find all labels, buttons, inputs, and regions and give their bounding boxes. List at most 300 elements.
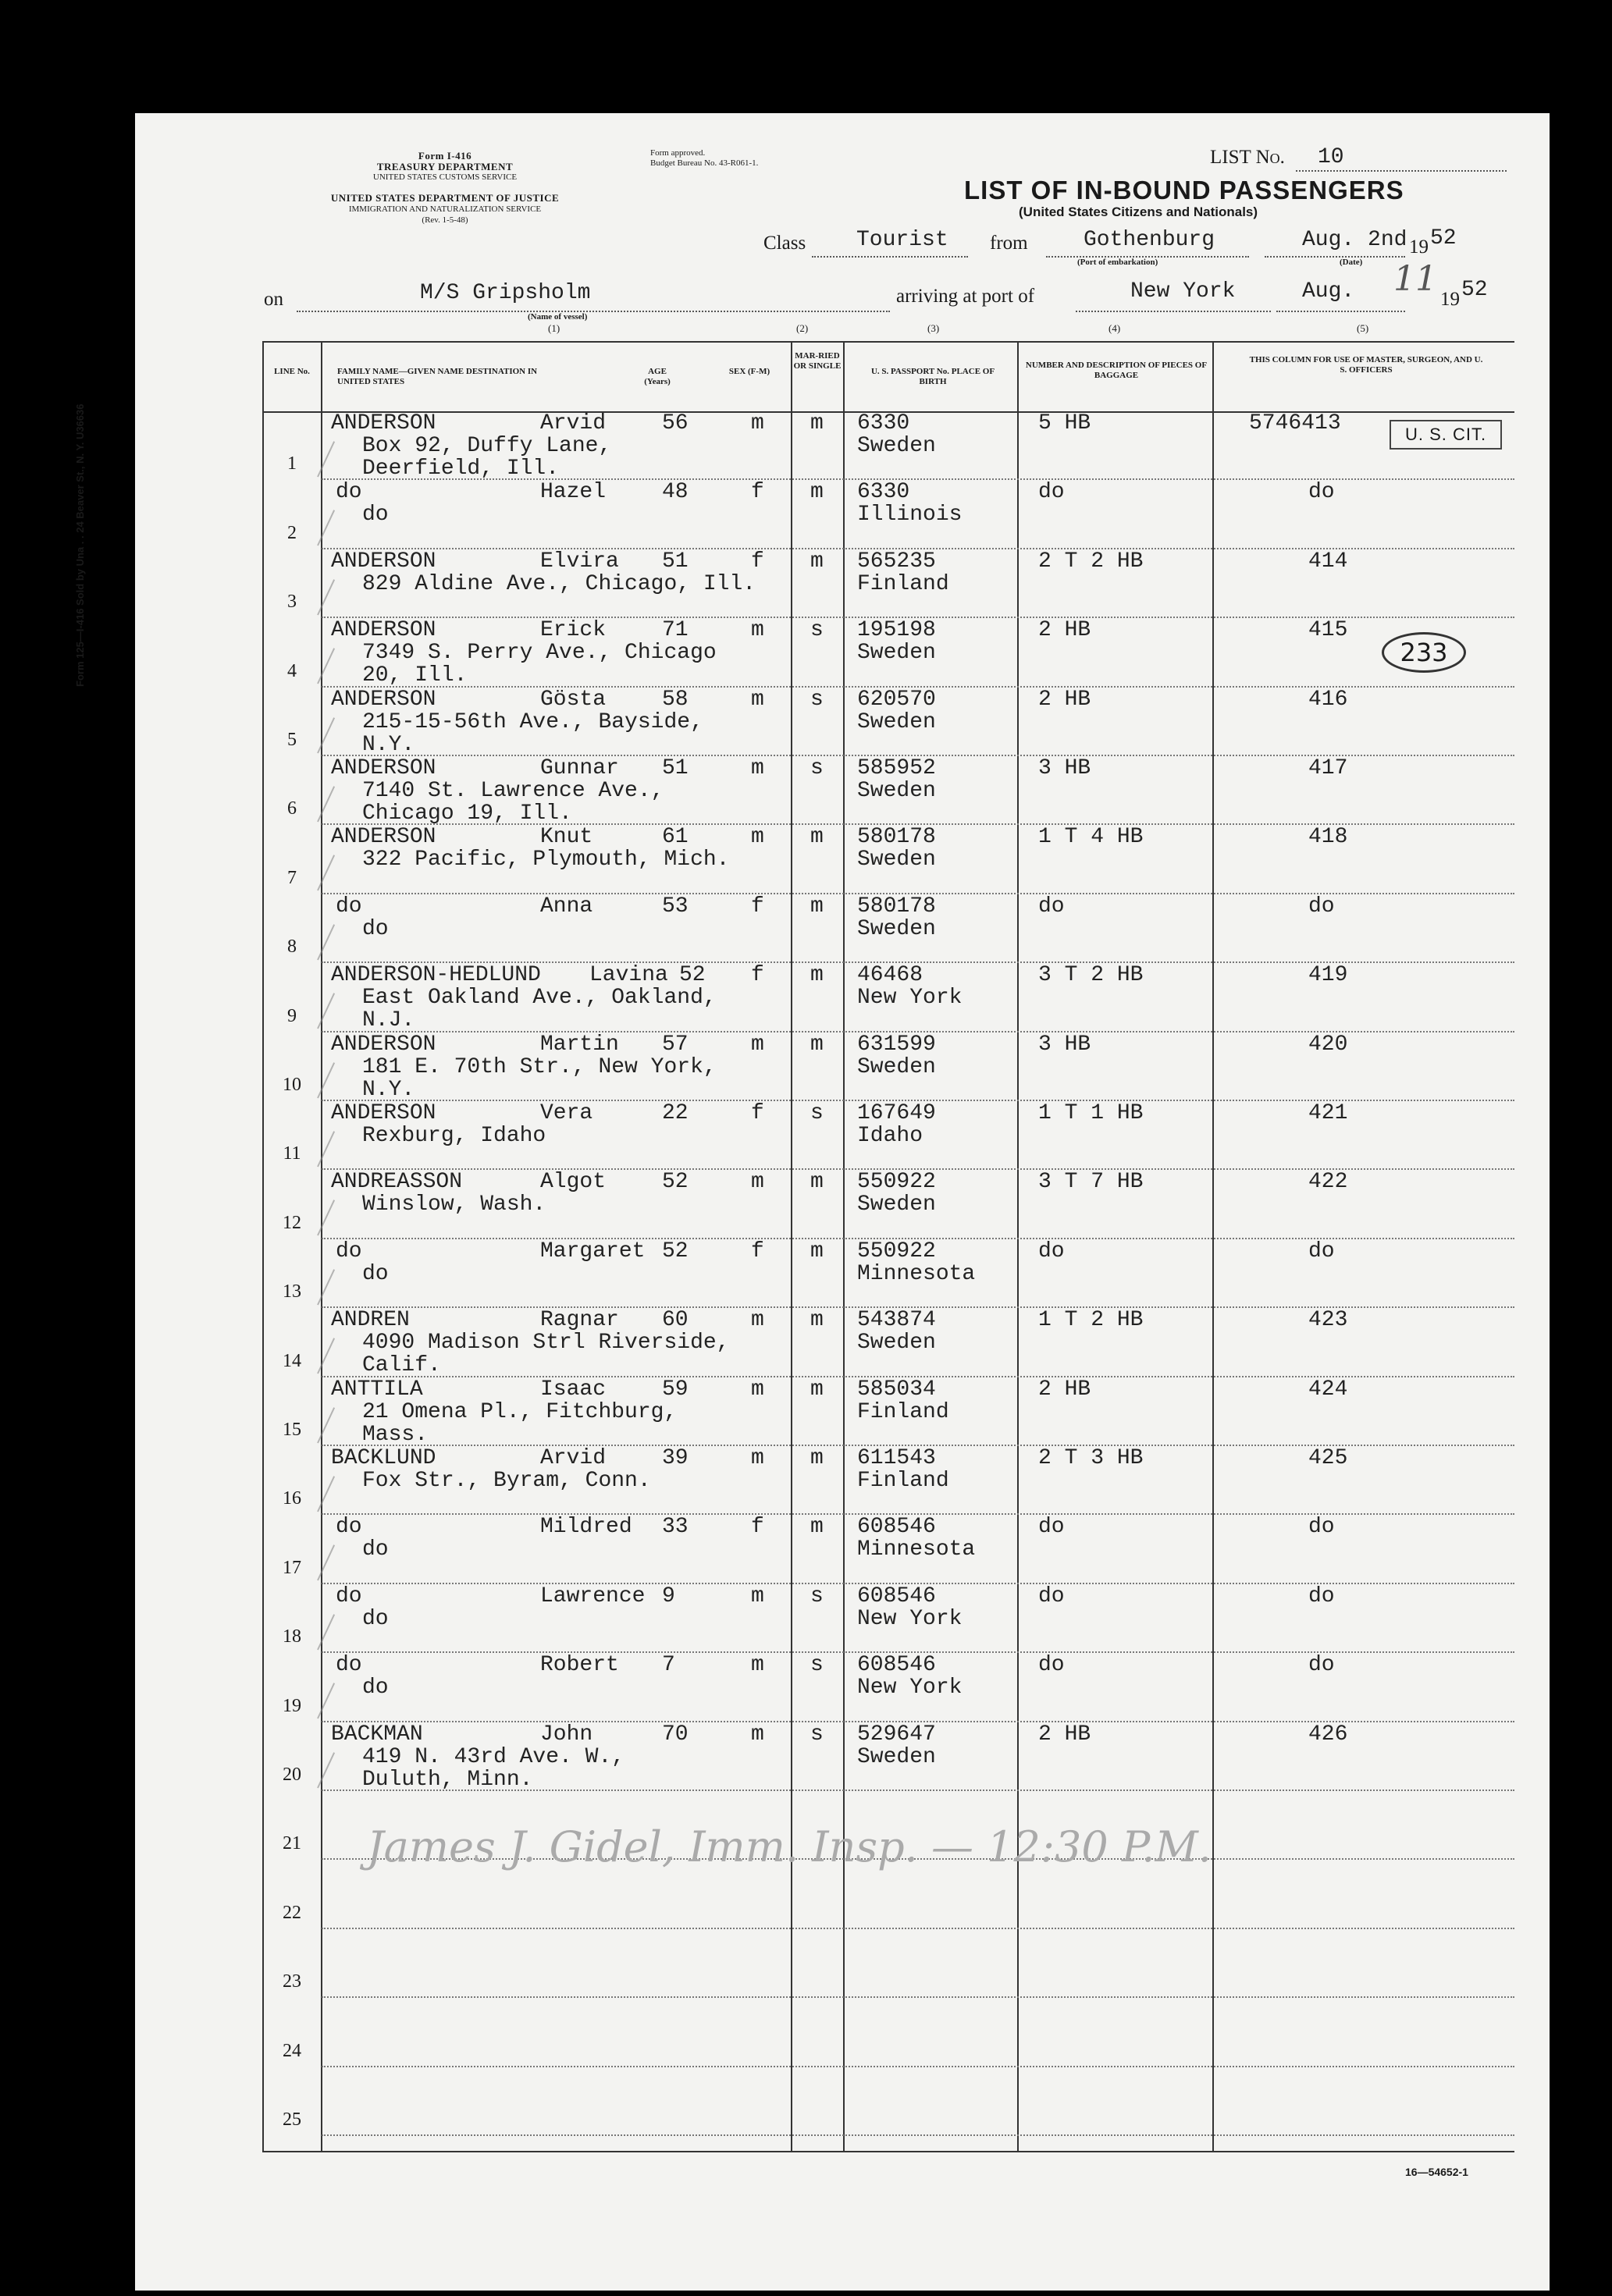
line-number: 20 bbox=[283, 1765, 301, 1785]
passenger-address-line1: 7140 St. Lawrence Ave., bbox=[362, 779, 664, 803]
passenger-baggage: do bbox=[1038, 894, 1065, 919]
line-number: 24 bbox=[283, 2040, 301, 2061]
passenger-birthplace: Sweden bbox=[857, 641, 936, 666]
line-number: 7 bbox=[287, 867, 297, 888]
col-header-name: FAMILY NAME—GIVEN NAME DESTINATION IN UNITED STATES bbox=[337, 367, 538, 386]
col-header-line: LINE No. bbox=[274, 367, 310, 376]
passenger-passport: 611543 bbox=[857, 1446, 936, 1470]
passenger-sex: f bbox=[751, 963, 764, 988]
line-number: 21 bbox=[283, 1833, 301, 1854]
col-num-4: (4) bbox=[1108, 322, 1121, 334]
row-divider bbox=[322, 1996, 1514, 1998]
passenger-sex: m bbox=[751, 687, 764, 712]
passenger-marital-status: m bbox=[810, 1032, 824, 1057]
passenger-baggage: 2 HB bbox=[1038, 1377, 1091, 1402]
line-number: 13 bbox=[283, 1281, 301, 1303]
passenger-sex: m bbox=[751, 1377, 764, 1402]
passenger-marital-status: s bbox=[810, 1101, 824, 1125]
passenger-given-name: Anna bbox=[540, 894, 593, 919]
col-num-1: (1) bbox=[548, 322, 560, 334]
passenger-marital-status: m bbox=[810, 1170, 824, 1195]
passenger-sex: m bbox=[751, 1583, 764, 1608]
passenger-family-name: do bbox=[336, 894, 362, 919]
passenger-birthplace: Sweden bbox=[857, 916, 936, 941]
passenger-passport: 550922 bbox=[857, 1170, 936, 1195]
passenger-passport: 608546 bbox=[857, 1583, 936, 1608]
passenger-family-name: ANDERSON bbox=[331, 618, 436, 643]
passenger-address-line1: do bbox=[362, 1606, 389, 1631]
passenger-age: 51 bbox=[662, 549, 689, 574]
passenger-passport: 6330 bbox=[857, 411, 910, 435]
passenger-sex: f bbox=[751, 894, 764, 919]
line-number: 6 bbox=[287, 798, 297, 819]
passenger-baggage: 1 T 1 HB bbox=[1038, 1101, 1144, 1125]
side-print-text: Form 125—I-416 Sold by Una . . 24 Beaver St., N. Y. U36636 bbox=[74, 403, 86, 687]
passenger-age: 22 bbox=[662, 1101, 689, 1125]
passenger-baggage: do bbox=[1038, 1583, 1065, 1608]
passenger-officer-note: 420 bbox=[1308, 1032, 1348, 1057]
passenger-address-line1: Fox Str., Byram, Conn. bbox=[362, 1469, 651, 1493]
passenger-address-line1: 419 N. 43rd Ave. W., bbox=[362, 1744, 625, 1769]
passenger-address-line1: 181 E. 70th Str., New York, bbox=[362, 1054, 717, 1079]
date2-value: Aug. bbox=[1302, 279, 1355, 304]
passenger-sex: f bbox=[751, 480, 764, 505]
passenger-address-line2: Chicago 19, Ill. bbox=[362, 801, 572, 826]
col-header-married: MAR-RIED OR SINGLE bbox=[793, 351, 842, 371]
col-num-5: (5) bbox=[1357, 322, 1369, 334]
passenger-baggage: 2 HB bbox=[1038, 687, 1091, 712]
passenger-baggage: do bbox=[1038, 1515, 1065, 1540]
passenger-birthplace: Illinois bbox=[857, 503, 963, 528]
class-label: Class bbox=[763, 233, 806, 254]
passenger-address-line2: N.Y. bbox=[362, 732, 415, 757]
vessel-line bbox=[297, 311, 890, 312]
passenger-marital-status: m bbox=[810, 1515, 824, 1540]
page-title: LIST OF IN-BOUND PASSENGERS bbox=[964, 176, 1404, 204]
line-number: 23 bbox=[283, 1971, 301, 1992]
passenger-passport: 585952 bbox=[857, 756, 936, 780]
passenger-age: 48 bbox=[662, 480, 689, 505]
passenger-officer-note: do bbox=[1308, 1515, 1335, 1540]
passenger-marital-status: s bbox=[810, 618, 824, 643]
passenger-baggage: do bbox=[1038, 1653, 1065, 1678]
passenger-passport: 580178 bbox=[857, 825, 936, 850]
passenger-baggage: 3 T 2 HB bbox=[1038, 963, 1144, 988]
passenger-sex: f bbox=[751, 1515, 764, 1540]
passenger-address-line2: N.J. bbox=[362, 1008, 415, 1033]
class-line bbox=[812, 256, 968, 258]
line-number: 10 bbox=[283, 1075, 301, 1095]
passenger-passport: 195198 bbox=[857, 618, 936, 643]
row-divider bbox=[322, 2066, 1514, 2067]
passenger-given-name: Elvira bbox=[540, 549, 619, 574]
passenger-officer-note: do bbox=[1308, 1239, 1335, 1264]
rev-date: (Rev. 1-5-48) bbox=[422, 215, 468, 225]
passenger-passport: 585034 bbox=[857, 1377, 936, 1402]
passenger-given-name: Algot bbox=[540, 1170, 607, 1195]
col-divider-baggage bbox=[1017, 341, 1019, 2152]
date1-line bbox=[1265, 256, 1405, 258]
passenger-family-name: ANDERSON bbox=[331, 687, 436, 712]
line-number: 14 bbox=[283, 1350, 301, 1371]
col-header-age: AGE (Years) bbox=[644, 367, 671, 386]
list-no-value: 10 bbox=[1318, 145, 1344, 169]
passenger-marital-status: m bbox=[810, 411, 824, 435]
immigration-service: IMMIGRATION AND NATURALIZATION SERVICE bbox=[348, 204, 542, 214]
passenger-age: 52 bbox=[679, 963, 706, 988]
passenger-given-name: Hazel bbox=[540, 480, 607, 505]
passenger-age: 70 bbox=[662, 1722, 689, 1747]
passenger-marital-status: s bbox=[810, 756, 824, 780]
inspector-signature: James J. Gidel, Imm. Insp. — 12:30 P.M. bbox=[367, 1822, 1212, 1871]
justice-dept: UNITED STATES DEPARTMENT OF JUSTICE bbox=[330, 192, 560, 204]
treasury-dept: TREASURY DEPARTMENT bbox=[376, 161, 514, 172]
passenger-age: 71 bbox=[662, 618, 689, 643]
passenger-address-line2: Calif. bbox=[362, 1353, 441, 1378]
passenger-officer-note: 426 bbox=[1308, 1722, 1348, 1747]
passenger-family-name: BACKLUND bbox=[331, 1446, 436, 1470]
passenger-age: 57 bbox=[662, 1032, 689, 1057]
passenger-address-line1: 7349 S. Perry Ave., Chicago bbox=[362, 641, 717, 666]
line-number: 2 bbox=[287, 522, 297, 543]
passenger-sex: m bbox=[751, 1308, 764, 1333]
passenger-birthplace: Sweden bbox=[857, 1744, 936, 1769]
passenger-address-line2: Deerfield, Ill. bbox=[362, 457, 560, 481]
circled-number: 233 bbox=[1382, 632, 1466, 673]
from-label: from bbox=[990, 233, 1028, 254]
passenger-sex: f bbox=[751, 549, 764, 574]
passenger-birthplace: Sweden bbox=[857, 1054, 936, 1079]
passenger-address-line1: do bbox=[362, 503, 389, 528]
passenger-baggage: 1 T 4 HB bbox=[1038, 825, 1144, 850]
passenger-given-name: Erick bbox=[540, 618, 607, 643]
passenger-age: 52 bbox=[662, 1170, 689, 1195]
passenger-age: 60 bbox=[662, 1308, 689, 1333]
passenger-marital-status: s bbox=[810, 1722, 824, 1747]
passenger-age: 39 bbox=[662, 1446, 689, 1470]
citizen-stamp: U. S. CIT. bbox=[1390, 420, 1502, 450]
line-number: 15 bbox=[283, 1420, 301, 1440]
passenger-officer-note: do bbox=[1308, 1653, 1335, 1678]
passenger-passport: 167649 bbox=[857, 1101, 936, 1125]
passenger-passport: 46468 bbox=[857, 963, 923, 988]
col-num-2: (2) bbox=[796, 322, 809, 334]
line-number: 11 bbox=[283, 1143, 301, 1164]
passenger-birthplace: Sweden bbox=[857, 434, 936, 458]
passenger-age: 58 bbox=[662, 687, 689, 712]
passenger-age: 9 bbox=[662, 1583, 675, 1608]
passenger-address-line1: do bbox=[362, 1261, 389, 1286]
passenger-passport: 608546 bbox=[857, 1515, 936, 1540]
line-number: 3 bbox=[287, 592, 297, 613]
col-header-sex: SEX (F-M) bbox=[728, 367, 770, 376]
passenger-officer-note: 421 bbox=[1308, 1101, 1348, 1125]
passenger-address-line2: Duluth, Minn. bbox=[362, 1767, 533, 1792]
passenger-birthplace: New York bbox=[857, 986, 963, 1011]
passenger-marital-status: m bbox=[810, 1239, 824, 1264]
col-header-baggage: NUMBER AND DESCRIPTION OF PIECES OF BAGGAGE bbox=[1025, 361, 1208, 380]
col-divider-married bbox=[791, 341, 792, 2152]
passenger-address-line1: East Oakland Ave., Oakland, bbox=[362, 986, 717, 1011]
passenger-family-name: do bbox=[336, 1583, 362, 1608]
passenger-given-name: Arvid bbox=[540, 411, 607, 435]
passenger-passport: 529647 bbox=[857, 1722, 936, 1747]
passenger-officer-note: 417 bbox=[1308, 756, 1348, 780]
passenger-birthplace: Sweden bbox=[857, 779, 936, 803]
passenger-baggage: 1 T 2 HB bbox=[1038, 1308, 1144, 1333]
passenger-family-name: BACKMAN bbox=[331, 1722, 423, 1747]
passenger-marital-status: m bbox=[810, 963, 824, 988]
passenger-passport: 580178 bbox=[857, 894, 936, 919]
passenger-sex: m bbox=[751, 618, 764, 643]
row-divider bbox=[322, 1928, 1514, 1929]
passenger-address-line1: Winslow, Wash. bbox=[362, 1192, 546, 1217]
passenger-family-name: do bbox=[336, 1653, 362, 1678]
passenger-family-name: do bbox=[336, 1515, 362, 1540]
passenger-address-line1: 215-15-56th Ave., Bayside, bbox=[362, 709, 703, 734]
line-number: 18 bbox=[283, 1626, 301, 1647]
passenger-age: 59 bbox=[662, 1377, 689, 1402]
passenger-birthplace: Idaho bbox=[857, 1124, 923, 1148]
line-number: 22 bbox=[283, 1902, 301, 1923]
passenger-family-name: ANDREN bbox=[331, 1308, 410, 1333]
col-divider-line bbox=[321, 341, 322, 2152]
passenger-family-name: ANDERSON bbox=[331, 1032, 436, 1057]
line-number: 8 bbox=[287, 937, 297, 958]
line-number: 12 bbox=[283, 1212, 301, 1233]
passenger-marital-status: m bbox=[810, 1308, 824, 1333]
passenger-address-line2: 20, Ill. bbox=[362, 663, 468, 688]
passenger-officer-note: do bbox=[1308, 480, 1335, 505]
passenger-marital-status: s bbox=[810, 1653, 824, 1678]
passenger-given-name: Lawrence bbox=[540, 1583, 646, 1608]
passenger-officer-note: 424 bbox=[1308, 1377, 1348, 1402]
passenger-marital-status: m bbox=[810, 480, 824, 505]
passenger-address-line1: 322 Pacific, Plymouth, Mich. bbox=[362, 848, 730, 873]
passenger-baggage: 5 HB bbox=[1038, 411, 1091, 435]
passenger-given-name: Vera bbox=[540, 1101, 593, 1125]
passenger-address-line1: Rexburg, Idaho bbox=[362, 1124, 546, 1148]
line-number: 19 bbox=[283, 1695, 301, 1716]
passenger-given-name: Robert bbox=[540, 1653, 619, 1678]
passenger-baggage: 2 HB bbox=[1038, 618, 1091, 643]
passenger-family-name: ANDERSON bbox=[331, 411, 436, 435]
passenger-officer-note: 416 bbox=[1308, 687, 1348, 712]
passenger-birthplace: Sweden bbox=[857, 848, 936, 873]
customs-service: UNITED STATES CUSTOMS SERVICE bbox=[372, 172, 518, 182]
passenger-baggage: 3 HB bbox=[1038, 756, 1091, 780]
passenger-marital-status: s bbox=[810, 687, 824, 712]
passenger-age: 51 bbox=[662, 756, 689, 780]
passenger-marital-status: s bbox=[810, 1583, 824, 1608]
passenger-birthplace: Sweden bbox=[857, 1192, 936, 1217]
year2-suffix: 52 bbox=[1461, 278, 1488, 302]
col-header-officers: THIS COLUMN FOR USE OF MASTER, SURGEON, AND U. S. OFFICERS bbox=[1249, 355, 1483, 375]
table-bottom-border bbox=[262, 2151, 1514, 2152]
passenger-sex: m bbox=[751, 825, 764, 850]
passenger-given-name: Lavina bbox=[589, 963, 668, 988]
passenger-baggage: 2 T 2 HB bbox=[1038, 549, 1144, 574]
date1-caption: (Date) bbox=[1340, 258, 1363, 267]
passenger-sex: m bbox=[751, 1170, 764, 1195]
passenger-birthplace: Finland bbox=[857, 1399, 949, 1424]
passenger-family-name: ANDERSON bbox=[331, 825, 436, 850]
passenger-passport: 550922 bbox=[857, 1239, 936, 1264]
line-number: 5 bbox=[287, 730, 297, 750]
passenger-address-line1: 829 Aldine Ave., Chicago, Ill. bbox=[362, 571, 756, 596]
passenger-officer-note: 422 bbox=[1308, 1170, 1348, 1195]
passenger-given-name: John bbox=[540, 1722, 593, 1747]
vessel-name: M/S Gripsholm bbox=[420, 281, 591, 305]
line-number: 17 bbox=[283, 1557, 301, 1578]
table-top-border bbox=[262, 341, 1514, 343]
passenger-age: 61 bbox=[662, 825, 689, 850]
passenger-birthplace: Finland bbox=[857, 1469, 949, 1493]
table-left-border bbox=[262, 341, 264, 2152]
form-approved: Form approved. bbox=[650, 148, 706, 158]
passenger-address-line1: do bbox=[362, 1537, 389, 1562]
passenger-family-name: do bbox=[336, 1239, 362, 1264]
manifest-page bbox=[135, 113, 1550, 2291]
passenger-officer-note: do bbox=[1308, 894, 1335, 919]
passenger-given-name: Knut bbox=[540, 825, 593, 850]
year2-prefix: 19 bbox=[1440, 289, 1460, 310]
passenger-sex: m bbox=[751, 756, 764, 780]
passenger-officer-note: do bbox=[1308, 1583, 1335, 1608]
passenger-given-name: Mildred bbox=[540, 1515, 632, 1540]
passenger-passport: 565235 bbox=[857, 549, 936, 574]
passenger-marital-status: m bbox=[810, 1446, 824, 1470]
passenger-marital-status: m bbox=[810, 825, 824, 850]
list-no-label: LIST No. bbox=[1210, 147, 1285, 168]
passenger-passport: 543874 bbox=[857, 1308, 936, 1333]
vessel-caption: (Name of vessel) bbox=[528, 312, 588, 322]
form-number: Form I-416 bbox=[418, 150, 472, 162]
passenger-given-name: Gunnar bbox=[540, 756, 619, 780]
passenger-given-name: Ragnar bbox=[540, 1308, 619, 1333]
year1-suffix: 52 bbox=[1430, 226, 1457, 251]
footer-code: 16—54652-1 bbox=[1405, 2166, 1468, 2178]
passenger-age: 52 bbox=[662, 1239, 689, 1264]
on-label: on bbox=[264, 289, 283, 310]
passenger-passport: 620570 bbox=[857, 687, 936, 712]
passenger-officer-note: 425 bbox=[1308, 1446, 1348, 1470]
passenger-sex: m bbox=[751, 1653, 764, 1678]
passenger-sex: f bbox=[751, 1239, 764, 1264]
passenger-sex: m bbox=[751, 1032, 764, 1057]
line-number: 9 bbox=[287, 1005, 297, 1026]
passenger-sex: f bbox=[751, 1101, 764, 1125]
passenger-marital-status: m bbox=[810, 549, 824, 574]
passenger-address-line1: do bbox=[362, 1676, 389, 1701]
list-no-line bbox=[1296, 170, 1507, 172]
passenger-age: 33 bbox=[662, 1515, 689, 1540]
year1-prefix: 19 bbox=[1409, 236, 1429, 258]
col-num-3: (3) bbox=[927, 322, 940, 334]
passenger-address-line2: Mass. bbox=[362, 1422, 429, 1447]
passenger-officer-note: 414 bbox=[1308, 549, 1348, 574]
passenger-officer-note: 418 bbox=[1308, 825, 1348, 850]
date2-line bbox=[1276, 311, 1405, 312]
passenger-sex: m bbox=[751, 1722, 764, 1747]
passenger-family-name: ANDERSON-HEDLUND bbox=[331, 963, 541, 988]
line-number: 4 bbox=[287, 660, 297, 681]
passenger-birthplace: Finland bbox=[857, 571, 949, 596]
passenger-officer-note: 415 bbox=[1308, 618, 1348, 643]
from-caption: (Port of embarkation) bbox=[1077, 258, 1158, 267]
passenger-address-line1: 4090 Madison Strl Riverside, bbox=[362, 1331, 730, 1356]
passenger-baggage: 2 T 3 HB bbox=[1038, 1446, 1144, 1470]
passenger-officer-note: 423 bbox=[1308, 1308, 1348, 1333]
passenger-given-name: Isaac bbox=[540, 1377, 607, 1402]
passenger-address-line1: Box 92, Duffy Lane, bbox=[362, 434, 612, 458]
passenger-officer-note: 5746413 bbox=[1249, 411, 1341, 435]
passenger-given-name: Margaret bbox=[540, 1239, 646, 1264]
passenger-marital-status: m bbox=[810, 894, 824, 919]
port-line bbox=[1076, 311, 1271, 312]
passenger-baggage: 2 HB bbox=[1038, 1722, 1091, 1747]
col-header-passport: U. S. PASSPORT No. PLACE OF BIRTH bbox=[870, 367, 995, 386]
passenger-age: 53 bbox=[662, 894, 689, 919]
col-divider-passport bbox=[843, 341, 845, 2152]
passenger-family-name: ANTTILA bbox=[331, 1377, 423, 1402]
passenger-passport: 608546 bbox=[857, 1653, 936, 1678]
passenger-family-name: ANDERSON bbox=[331, 549, 436, 574]
passenger-address-line2: N.Y. bbox=[362, 1077, 415, 1102]
col-divider-officers bbox=[1212, 341, 1214, 2152]
passenger-baggage: 3 HB bbox=[1038, 1032, 1091, 1057]
passenger-birthplace: Minnesota bbox=[857, 1537, 976, 1562]
arriving-label: arriving at port of bbox=[896, 286, 1035, 307]
passenger-family-name: ANDERSON bbox=[331, 756, 436, 780]
line-number: 1 bbox=[287, 453, 297, 474]
passenger-birthplace: New York bbox=[857, 1606, 963, 1631]
passenger-given-name: Arvid bbox=[540, 1446, 607, 1470]
passenger-given-name: Gösta bbox=[540, 687, 607, 712]
passenger-baggage: do bbox=[1038, 1239, 1065, 1264]
line-number: 25 bbox=[283, 2109, 301, 2130]
date1-value: Aug. 2nd bbox=[1302, 228, 1407, 252]
line-number: 16 bbox=[283, 1488, 301, 1509]
passenger-family-name: ANDREASSON bbox=[331, 1170, 463, 1195]
passenger-sex: m bbox=[751, 1446, 764, 1470]
passenger-age: 7 bbox=[662, 1653, 675, 1678]
passenger-address-line1: do bbox=[362, 916, 389, 941]
passenger-birthplace: Sweden bbox=[857, 1331, 936, 1356]
passenger-sex: m bbox=[751, 411, 764, 435]
class-value: Tourist bbox=[856, 228, 948, 252]
passenger-birthplace: New York bbox=[857, 1676, 963, 1701]
passenger-baggage: 3 T 7 HB bbox=[1038, 1170, 1144, 1195]
passenger-officer-note: 419 bbox=[1308, 963, 1348, 988]
passenger-passport: 631599 bbox=[857, 1032, 936, 1057]
passenger-birthplace: Sweden bbox=[857, 709, 936, 734]
passenger-marital-status: m bbox=[810, 1377, 824, 1402]
passenger-family-name: do bbox=[336, 480, 362, 505]
passenger-passport: 6330 bbox=[857, 480, 910, 505]
passenger-given-name: Martin bbox=[540, 1032, 619, 1057]
page-subtitle: (United States Citizens and Nationals) bbox=[1019, 204, 1258, 219]
port-value: New York bbox=[1130, 279, 1236, 304]
passenger-address-line1: 21 Omena Pl., Fitchburg, bbox=[362, 1399, 678, 1424]
passenger-age: 56 bbox=[662, 411, 689, 435]
date2-handwritten: 11 bbox=[1393, 259, 1437, 299]
budget-bureau: Budget Bureau No. 43-R061-1. bbox=[650, 158, 759, 168]
from-value: Gothenburg bbox=[1084, 228, 1215, 252]
passenger-baggage: do bbox=[1038, 480, 1065, 505]
passenger-birthplace: Minnesota bbox=[857, 1261, 976, 1286]
row-divider bbox=[322, 2134, 1514, 2136]
